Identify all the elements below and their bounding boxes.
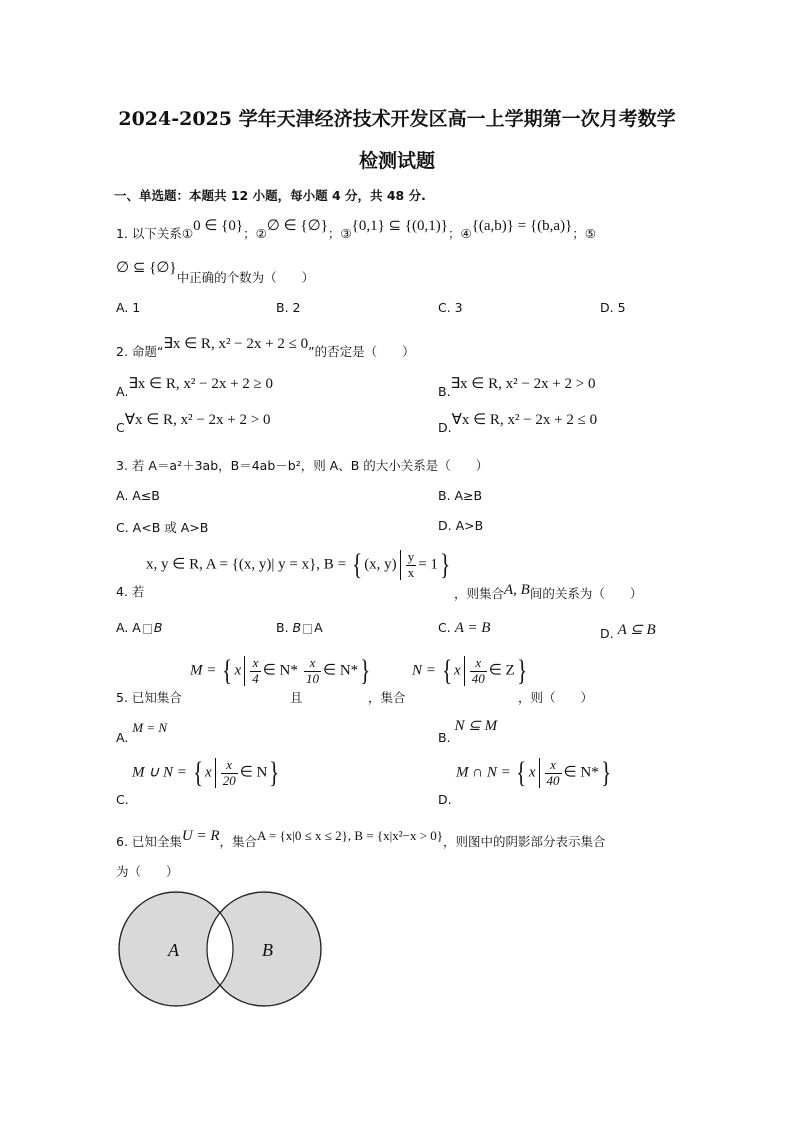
q2-statement: ∃x ∈ R, x² − 2x + 2 ≤ 0 bbox=[163, 336, 309, 352]
q4-option-c-formula: A = B bbox=[454, 620, 491, 636]
q5-d-x: x bbox=[528, 764, 536, 781]
q5-n-in: ∈ Z bbox=[488, 662, 515, 679]
q1-suffix: 中正确的个数为（ ） bbox=[176, 270, 315, 285]
q5-m-den1: 4 bbox=[252, 670, 259, 686]
q3-option-a: A. A≤B bbox=[116, 488, 160, 503]
q4-ab: A, B bbox=[504, 582, 530, 598]
q5-c-num: x bbox=[221, 758, 238, 773]
q4-option-b-right: A bbox=[314, 620, 323, 635]
q1-relation-5: ∅ ⊆ {∅} bbox=[116, 260, 177, 276]
q5-c-in: ∈ N bbox=[239, 764, 268, 781]
q5-n-head: N = bbox=[412, 662, 440, 679]
option-label: A. bbox=[116, 730, 129, 745]
q5-option-c-label: C. bbox=[116, 792, 129, 807]
option-label: C bbox=[116, 420, 125, 435]
q4-option-b bbox=[276, 620, 323, 635]
section-heading: 一、单选题：本题共 12 小题，每小题 4 分，共 48 分. bbox=[114, 188, 426, 203]
q5-prefix: 5. 已知集合 bbox=[116, 690, 182, 705]
q4-prefix: 4. 若 bbox=[116, 584, 145, 599]
venn-label-b: B bbox=[262, 940, 273, 960]
question-1 bbox=[116, 216, 596, 242]
q5-option-b-formula: N ⊆ M bbox=[454, 718, 498, 734]
option-label: D. bbox=[438, 420, 452, 435]
option-label: D. bbox=[600, 626, 614, 641]
q4-option-d-formula: A ⊆ B bbox=[617, 622, 656, 638]
q1-prefix: 1. 以下关系① bbox=[116, 226, 194, 241]
q2-option-c-formula: ∀x ∈ R, x² − 2x + 2 > 0 bbox=[124, 412, 271, 428]
q3-option-c: C. A<B 或 A>B bbox=[116, 520, 209, 535]
venn-diagram bbox=[110, 890, 330, 1008]
question-3: 3. 若 A＝a²＋3ab，B＝4ab－b²，则 A、B 的大小关系是（ ） bbox=[116, 458, 489, 473]
q5-m-in1: ∈ N* bbox=[262, 662, 298, 679]
q5-option-b bbox=[438, 716, 497, 745]
q6-sets: A = {x|0 ≤ x ≤ 2}, B = {x|x²−x > 0} bbox=[257, 828, 444, 843]
q1-relation-4: {(a,b)} = {(b,a)} bbox=[471, 218, 573, 234]
q4-option-c bbox=[438, 620, 490, 637]
q6-prefix: 6. 已知全集 bbox=[116, 834, 182, 849]
question-2 bbox=[116, 334, 415, 360]
q2-option-b bbox=[438, 374, 596, 399]
q4-suffix bbox=[454, 582, 642, 602]
option-label: B. bbox=[276, 620, 289, 635]
q4-suffix-a: ，则集合 bbox=[454, 586, 505, 601]
q5-and: 且 bbox=[290, 690, 303, 705]
q4-option-d bbox=[600, 620, 656, 641]
q2-option-d bbox=[438, 410, 597, 435]
q5-d-num: x bbox=[545, 758, 562, 773]
q1-relation-3: {0,1} ⊆ {(0,1)} bbox=[351, 218, 448, 234]
q4-formula: x, y ∈ R, A = {(x, y)| y = x}, B = { (x, y) $\frac{y}{x}$ = 1} bbox=[146, 548, 451, 581]
q6-line2: 为（ ） bbox=[116, 864, 179, 879]
q5-n-num: x bbox=[470, 656, 487, 671]
q6-universe: U = R bbox=[181, 828, 220, 844]
q5-m-x: x bbox=[234, 662, 242, 679]
option-label: B. bbox=[438, 730, 451, 745]
q2-option-a-formula: ∃x ∈ R, x² − 2x + 2 ≥ 0 bbox=[128, 376, 274, 392]
q2-option-c bbox=[116, 410, 270, 435]
option-label: B. bbox=[438, 384, 451, 399]
missing-glyph-icon bbox=[303, 624, 312, 634]
q5-d-head: M ∩ N = bbox=[456, 764, 515, 781]
q5-n-x: x bbox=[454, 662, 461, 679]
venn-label-a: A bbox=[168, 940, 179, 960]
q1-option-d: D. 5 bbox=[600, 300, 626, 315]
q5-option-a-formula: M = N bbox=[132, 720, 168, 735]
q5-d-in: ∈ N* bbox=[563, 764, 599, 781]
q5-set-m-cont: $\frac{x}{10}$ ∈ N*} bbox=[306, 654, 371, 687]
q5-m-in2: ∈ N* bbox=[323, 662, 359, 679]
q1-relation-1: 0 ∈ {0} bbox=[193, 218, 244, 234]
q4-option-b-left: B bbox=[292, 620, 302, 635]
q5-c-x: x bbox=[205, 764, 212, 781]
q5-set-m: M = { x $\frac{x}{4}$ ∈ N* bbox=[190, 654, 298, 687]
q1-sep: ；③ bbox=[327, 226, 352, 241]
q4-suffix-b: 间的关系为（ ） bbox=[529, 586, 643, 601]
q5-mid: ，集合 bbox=[368, 690, 406, 705]
option-label: A. bbox=[116, 384, 129, 399]
q1-option-b: B. 2 bbox=[276, 300, 301, 315]
q5-d-den: 40 bbox=[546, 772, 560, 788]
q5-option-d-formula: M ∩ N = { x $\frac{x}{40}$ ∈ N*} bbox=[456, 756, 611, 789]
q5-option-d-label: D. bbox=[438, 792, 452, 807]
q4-frac-num: y bbox=[407, 549, 415, 565]
page-subtitle: 检测试题 bbox=[358, 150, 435, 172]
q4-set-head: (x, y) bbox=[364, 556, 397, 573]
option-label: A. bbox=[116, 620, 129, 635]
q1-sep: ；④ bbox=[447, 226, 472, 241]
q5-c-den: 20 bbox=[222, 772, 236, 788]
q1-option-a: A. 1 bbox=[116, 300, 141, 315]
q1-relation-2: ∅ ∈ {∅} bbox=[266, 218, 328, 234]
question-1-line2 bbox=[116, 258, 314, 286]
q6-mid: ，集合 bbox=[219, 834, 258, 849]
q1-sep: ；⑤ bbox=[572, 226, 596, 241]
q4-option-a-right: B bbox=[153, 620, 163, 635]
q5-m-num2: x bbox=[304, 656, 321, 671]
q5-m-num1: x bbox=[250, 656, 261, 671]
q6-suffix: ，则图中的阴影部分表示集合 bbox=[443, 834, 606, 849]
q5-set-n: N = { x $\frac{x}{40}$ ∈ Z} bbox=[412, 654, 527, 687]
q5-option-a bbox=[116, 720, 167, 745]
q5-suffix: ，则（ ） bbox=[518, 690, 594, 705]
q5-option-c-formula: M ∪ N = { x $\frac{x}{20}$ ∈ N} bbox=[132, 756, 280, 789]
q4-option-a-left: A bbox=[132, 620, 141, 635]
q2-option-d-formula: ∀x ∈ R, x² − 2x + 2 ≤ 0 bbox=[451, 412, 598, 428]
q5-n-den: 40 bbox=[471, 670, 485, 686]
missing-glyph-icon bbox=[143, 624, 152, 634]
q3-option-d: D. A>B bbox=[438, 518, 484, 533]
q5-m-head: M = bbox=[190, 662, 221, 679]
q4-frac-den: x bbox=[407, 564, 415, 580]
q3-option-b: B. A≥B bbox=[438, 488, 483, 503]
q2-option-a bbox=[116, 374, 273, 399]
q4-formula-left: x, y ∈ R, A = {(x, y)| y = x}, B = bbox=[146, 556, 350, 573]
q2-prefix: 2. 命题“ bbox=[116, 344, 164, 359]
q5-c-head: M ∪ N = bbox=[132, 764, 191, 781]
question-6 bbox=[116, 828, 606, 850]
q2-option-b-formula: ∃x ∈ R, x² − 2x + 2 > 0 bbox=[450, 376, 596, 392]
page-title: 2024-2025 学年天津经济技术开发区高一上学期第一次月考数学 bbox=[118, 108, 676, 130]
q2-suffix: ”的否定是（ ） bbox=[308, 344, 415, 359]
q1-option-c: C. 3 bbox=[438, 300, 463, 315]
q1-sep: ；② bbox=[243, 226, 267, 241]
q4-option-a bbox=[116, 620, 162, 635]
option-label: C. bbox=[438, 620, 451, 635]
q4-set-tail: = 1 bbox=[418, 556, 438, 573]
q5-m-den2: 10 bbox=[306, 670, 319, 686]
